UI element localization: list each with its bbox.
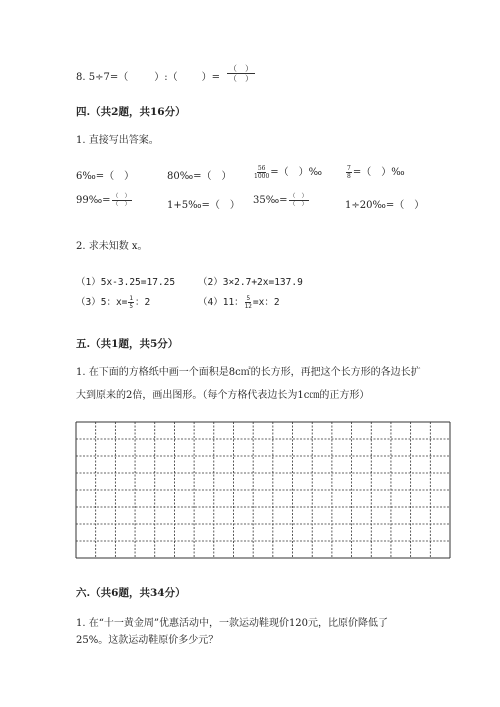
s4-row2-c-text: 35‰= — [253, 195, 288, 206]
s4-row1-b: 80‰=（ ） — [167, 171, 232, 182]
s4-q2-title: 2. 求未知数 x。 — [76, 241, 148, 252]
q8-fraction-blank: （ ） （ ） — [229, 64, 253, 83]
s5-line-1: 1. 在下面的方格纸中画一个面积是8c㎡的长方形，再把这个长方形的各边长扩 — [76, 367, 421, 378]
denominator: （ ） — [289, 201, 308, 208]
s6-line-1: 1. 在“十一黄金周”优惠活动中，一款运动鞋现价120元，比原价降低了 — [76, 618, 389, 629]
numerator: 5 — [246, 295, 251, 302]
section-6-heading: 六.（共6题，共34分） — [76, 587, 186, 599]
s5-line-2: 大到原来的2倍，画出图形。（每个方格代表边长为1c㎝的正方形） — [76, 390, 370, 401]
s4-row1-d-after: =（ ）‰ — [352, 167, 405, 178]
eq4-post: =x：2 — [252, 297, 280, 308]
s4-row1-a: 6‰=（ ） — [76, 171, 135, 182]
s4-row2-c-fraction — [289, 193, 309, 208]
s4-row1-c — [253, 163, 322, 180]
q8-colon: ）:（ — [154, 72, 178, 83]
s6-line-2: 25%。这款运动鞋原价多少元？ — [76, 635, 219, 646]
denominator: 8 — [347, 173, 351, 180]
eq4-fraction — [245, 295, 252, 310]
equation-1: （1）5x-3.25=17.25 — [76, 277, 176, 288]
numerator: 7 — [347, 165, 351, 172]
numerator: 1 — [129, 295, 134, 302]
q8-start: 8. 5÷7=（ — [76, 72, 129, 83]
denominator: 12 — [244, 303, 252, 310]
numerator: （ ） — [289, 193, 308, 200]
s4-row2-d: 1÷20‰=（ ） — [345, 200, 425, 211]
eq3-pre: （3）5：x= — [76, 297, 128, 308]
eq4-pre: （4）11： — [198, 297, 244, 308]
question-8 — [76, 68, 220, 83]
s4-row2-b: 1+5‰=（ ） — [167, 200, 240, 211]
s4-row1-c-after: =（ ）‰ — [270, 167, 323, 178]
numerator: （ ） — [112, 193, 131, 200]
section-5-heading: 五.（共1题，共5分） — [76, 338, 179, 350]
q8-equals: ）= — [201, 72, 220, 83]
equation-2: （2）3×2.7+2x=137.9 — [198, 277, 303, 288]
numerator: 56 — [257, 165, 266, 172]
denominator: 5 — [129, 303, 134, 310]
s4-row1-c-fraction — [254, 165, 269, 180]
s4-q1-title: 1. 直接写出答案。 — [76, 135, 159, 146]
s4-row2-c — [253, 193, 310, 208]
equation-4 — [198, 294, 280, 310]
eq3-fraction — [128, 295, 134, 310]
section-4-heading: 四.（共2题，共16分） — [76, 106, 186, 118]
equation-3 — [76, 294, 150, 310]
s4-row2-a-fraction — [112, 193, 132, 208]
denominator: （ ） — [112, 201, 131, 208]
grid-paper[interactable] — [75, 421, 451, 559]
s4-row1-d — [345, 163, 405, 180]
denominator: 1000 — [254, 173, 270, 180]
s4-row1-d-fraction — [346, 165, 352, 180]
eq3-post: ：2 — [135, 297, 151, 308]
s4-row2-a — [76, 193, 133, 208]
s4-row2-a-text: 99‰= — [76, 195, 111, 206]
